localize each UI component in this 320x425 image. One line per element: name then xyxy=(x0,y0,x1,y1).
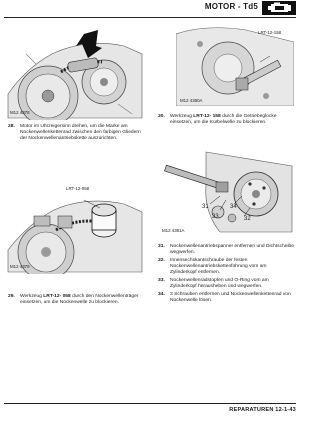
figure-camshaft-lock-tool xyxy=(6,178,144,274)
callout-31: 31 xyxy=(202,204,209,210)
step-number: 33. xyxy=(158,278,165,283)
page-header-title: MOTOR - Td5 xyxy=(204,2,258,11)
step-text: 3 Schrauben entfernen und Nockenwellenkettenrad von Nockenwelle lösen. xyxy=(170,292,291,304)
figure-label: M12 4378 xyxy=(10,110,30,115)
step-text xyxy=(20,294,144,306)
figure-label: M12 4380A xyxy=(180,98,203,103)
tool-callout: LRT-12-158 xyxy=(258,30,282,35)
step-number: 31. xyxy=(158,244,165,249)
step-text: Nockenwellenantriebspanner entfernen und Dichtscheibe wegwerfen. xyxy=(170,244,294,256)
callout-33: 33 xyxy=(212,214,219,220)
footer-rule xyxy=(4,403,296,404)
page-footer: REPARATUREN 12-1-43 xyxy=(229,407,296,413)
step-32 xyxy=(158,258,296,278)
figure-label: M12 4379 xyxy=(10,264,30,269)
step-text-part: Werkzeug xyxy=(20,294,44,299)
tool-reference: LRT-12- 158 xyxy=(193,114,221,119)
step-text-part: Motor im Uhrzeigersinn drehen, um die Marke am Nockenwellenkettenrad zwischen den farbigen Gliedern der Nockenwellenantriebskette auszurichten. xyxy=(20,124,141,142)
header-rule xyxy=(4,17,296,18)
figure-label: M12 4381A xyxy=(162,228,185,233)
step-31 xyxy=(158,244,296,258)
callout-32: 32 xyxy=(244,216,251,222)
step-text xyxy=(170,114,294,126)
figure-camshaft-sprocket-mark xyxy=(6,24,144,120)
step-number: 32. xyxy=(158,258,165,263)
step-34 xyxy=(158,292,296,312)
figure-crankshaft-lock-tool xyxy=(176,24,294,106)
step-text-part: Werkzeug xyxy=(170,114,194,119)
step-text: Nockenwellenradstopfen und O-Ring vom am Zylinderkopf herausheben und wegwerfen. xyxy=(170,278,269,290)
callout-34: 34 xyxy=(230,204,237,210)
step-text xyxy=(20,124,144,143)
step-text-part: durch die Getriebeglocke einsetzen, um die Kurbelwelle zu blockieren. xyxy=(170,114,277,126)
step-33 xyxy=(158,278,296,292)
step-number: 28. xyxy=(8,124,15,129)
step-number: 29. xyxy=(8,294,15,299)
step-text: Innensechskantschraube der festen Nockenwellenantriebskettenführung vom am Zylinderkopf entfernen. xyxy=(170,258,267,276)
tool-reference: LRT-12- 058 xyxy=(43,294,71,299)
engine-icon xyxy=(262,1,296,15)
figure-camshaft-drive-components xyxy=(160,146,296,236)
step-number: 30. xyxy=(158,114,165,119)
step-number: 34. xyxy=(158,292,165,297)
tool-callout: LRT-12-058 xyxy=(66,186,90,191)
step-29 xyxy=(8,294,146,322)
step-30 xyxy=(158,114,296,142)
step-28 xyxy=(8,124,146,174)
step-text-part: durch den Nockenwellenträger einsetzen, um die Nockenwelle zu blockieren. xyxy=(20,294,139,306)
